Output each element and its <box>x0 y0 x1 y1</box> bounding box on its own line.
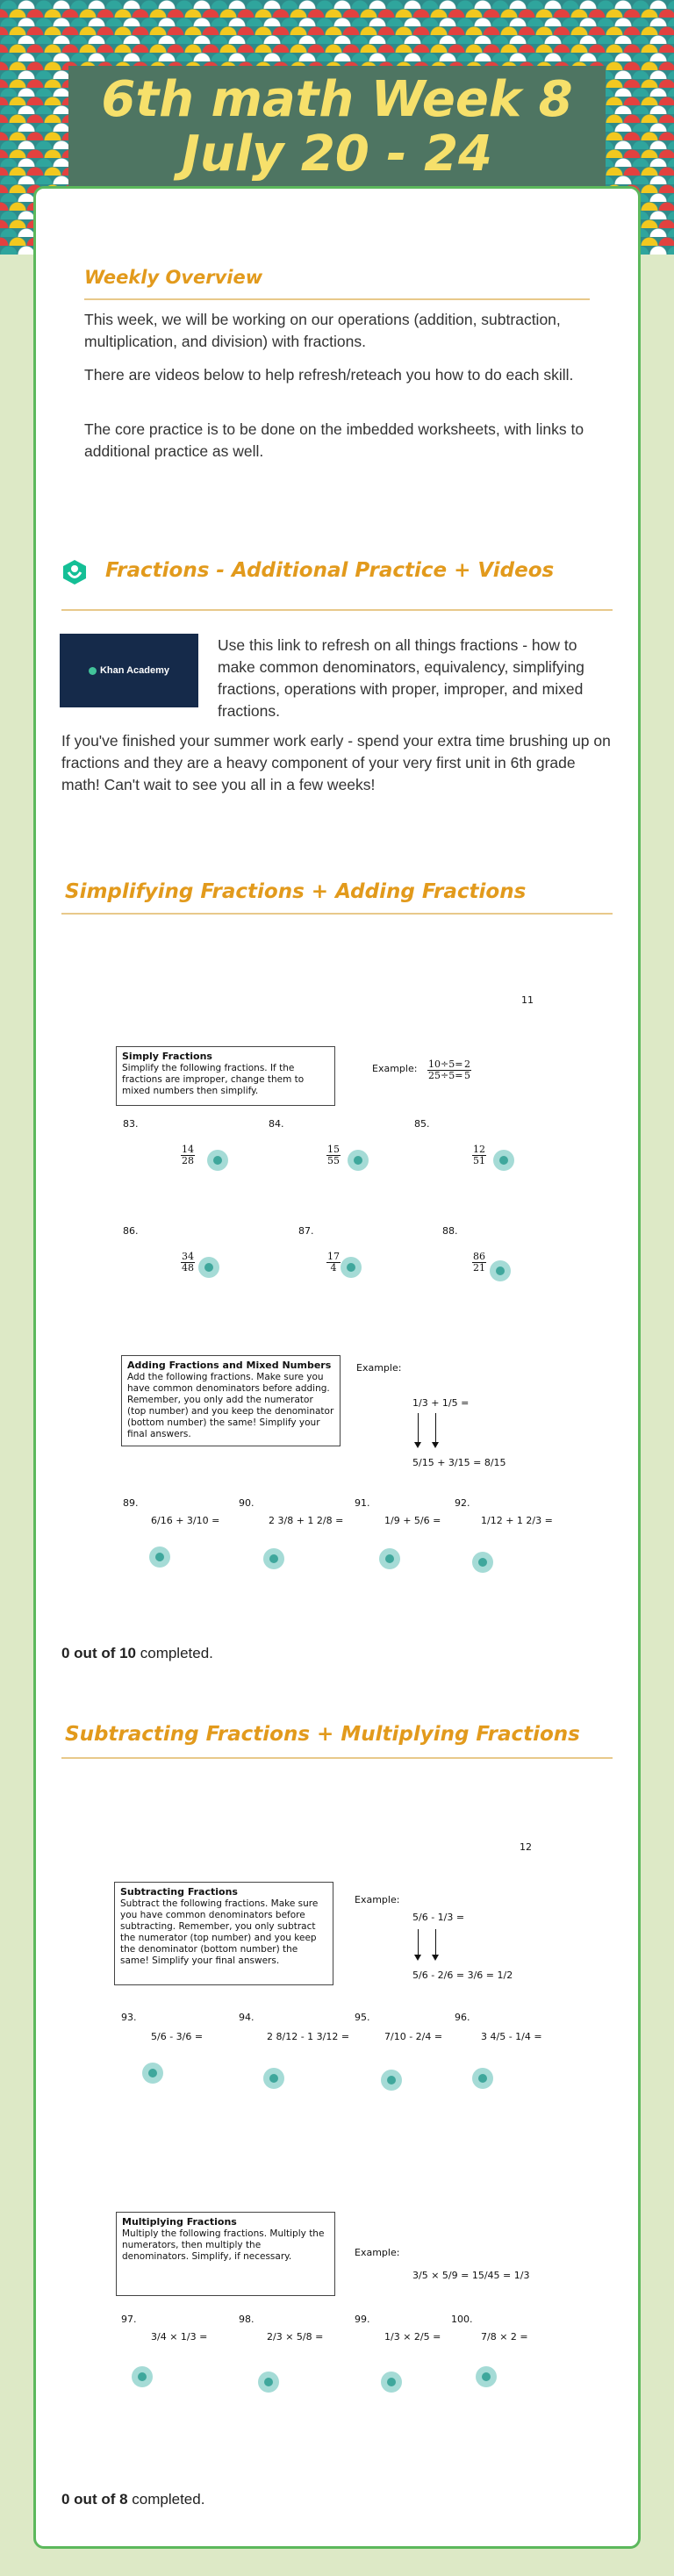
problem-fraction: $\frac{14}{28}$ <box>182 1144 194 1166</box>
answer-input[interactable] <box>142 2063 163 2084</box>
problem-number: 87. <box>298 1225 314 1237</box>
subtract-example-problem: 5/6 - 1/3 = <box>412 1912 465 1923</box>
problem-expression: 2/3 × 5/8 = <box>267 2331 324 2343</box>
title-line-2: July 20 - 24 <box>182 126 492 183</box>
arrow-icon <box>435 1929 436 1959</box>
subtract-title: Subtracting Fractions <box>120 1886 238 1898</box>
problem-expression: 1/9 + 5/6 = <box>384 1515 441 1526</box>
problem-expression: 6/16 + 3/10 = <box>151 1515 220 1526</box>
simplify-instructions <box>116 1046 335 1106</box>
problem-expression: 2 8/12 - 1 3/12 = <box>267 2031 350 2042</box>
simplify-example-label: Example: <box>372 1063 418 1074</box>
problem-fraction: $\frac{86}{21}$ <box>473 1251 485 1274</box>
adding-example-problem: 1/3 + 1/5 = <box>412 1397 470 1409</box>
subtract-example-solution: 5/6 - 2/6 = 3/6 = 1/2 <box>412 1970 513 1981</box>
multiply-title: Multiplying Fractions <box>122 2216 237 2228</box>
problem-number: 83. <box>123 1118 139 1130</box>
answer-input[interactable] <box>263 1548 284 1569</box>
problem-number: 94. <box>239 2012 255 2023</box>
khan-academy-link[interactable] <box>60 634 198 707</box>
problem-expression: 5/6 - 3/6 = <box>151 2031 204 2042</box>
problem-number: 98. <box>239 2314 255 2325</box>
khan-note: If you've finished your summer work early - spend your extra time brushing up on fractions and they are a heavy component of your very first unit in 6th grade math! Can't wait to see you all in a few weeks! <box>61 732 611 793</box>
simplify-title: Simply Fractions <box>122 1051 212 1062</box>
problem-number: 90. <box>239 1497 255 1509</box>
subtract-instructions <box>114 1882 333 1985</box>
problem-number: 84. <box>269 1118 284 1130</box>
problem-number: 100. <box>451 2314 473 2325</box>
problem-number: 96. <box>455 2012 470 2023</box>
arrow-icon <box>418 1929 419 1959</box>
answer-input[interactable] <box>132 2366 153 2387</box>
answer-input[interactable] <box>198 1257 219 1278</box>
worksheet-2-progress: 0 out of 8 completed. <box>61 2491 205 2508</box>
answer-input[interactable] <box>341 1257 362 1278</box>
problem-number: 92. <box>455 1497 470 1509</box>
answer-input[interactable] <box>472 2068 493 2089</box>
worksheet-1-progress: 0 out of 10 completed. <box>61 1645 213 1661</box>
arrow-icon <box>418 1413 419 1446</box>
problem-number: 86. <box>123 1225 139 1237</box>
answer-input[interactable] <box>381 2371 402 2393</box>
answer-input[interactable] <box>490 1260 511 1281</box>
answer-input[interactable] <box>472 1552 493 1573</box>
problem-expression: 1/12 + 1 2/3 = <box>481 1515 553 1526</box>
subtract-example-label: Example: <box>355 1894 400 1905</box>
overview-paragraph-2: There are videos below to help refresh/reteach you how to do each skill. <box>84 366 574 384</box>
worksheet-1-heading: Simplifying Fractions + Adding Fractions <box>65 880 527 903</box>
answer-input[interactable] <box>381 2070 402 2091</box>
overview-divider <box>84 298 590 300</box>
adding-example-solution: 5/15 + 3/15 = 8/15 <box>412 1457 506 1468</box>
problem-number: 89. <box>123 1497 139 1509</box>
adding-instructions <box>121 1355 341 1446</box>
arrow-icon <box>435 1413 436 1446</box>
multiply-instructions <box>116 2212 335 2296</box>
problem-fraction: $\frac{15}{55}$ <box>327 1144 340 1166</box>
problem-number: 91. <box>355 1497 370 1509</box>
problem-expression: 7/10 - 2/4 = <box>384 2031 443 2042</box>
overview-heading: Weekly Overview <box>84 267 263 288</box>
worksheet-2-divider <box>61 1757 613 1759</box>
multiply-text: Multiply the following fractions. Multiply the numerators, then multiply the denominators. Simplify, if necessary. <box>122 2228 325 2262</box>
worksheet-2-page-number: 12 <box>520 1841 532 1853</box>
khan-logo-text: Khan Academy <box>99 665 170 676</box>
multiply-example: 3/5 × 5/9 = 15/45 = 1/3 <box>412 2270 530 2281</box>
answer-input[interactable] <box>207 1150 228 1171</box>
answer-input[interactable] <box>263 2068 284 2089</box>
problem-number: 95. <box>355 2012 370 2023</box>
problem-expression: 7/8 × 2 = <box>481 2331 528 2343</box>
overview-paragraph-3: The core practice is to be done on the imbedded worksheets, with links to additional practice as well. <box>84 420 584 460</box>
worksheet-2-heading: Subtracting Fractions + Multiplying Fractions <box>65 1723 580 1746</box>
simplify-example-result: $\frac{2}{5}$ <box>464 1058 470 1081</box>
problem-expression: 3 4/5 - 1/4 = <box>481 2031 542 2042</box>
simplify-example-fraction: $\frac{10\div 5=}{25\div 5=}$ <box>428 1058 463 1081</box>
adding-title: Adding Fractions and Mixed Numbers <box>127 1360 332 1371</box>
subtract-text: Subtract the following fractions. Make sure you have common denominators before subtracting. Remember, you only subtract the numerator (top number) and you keep the denominator (bottom number) the same! Simplify your final answers. <box>120 1898 319 1966</box>
problem-fraction: $\frac{34}{48}$ <box>182 1251 194 1274</box>
problem-number: 88. <box>442 1225 458 1237</box>
worksheet-1-divider <box>61 913 613 915</box>
answer-input[interactable] <box>348 1150 369 1171</box>
problem-fraction: $\frac{17}{4}$ <box>327 1251 340 1274</box>
overview-paragraph-1: This week, we will be working on our operations (addition, subtraction, multiplication, and division) with fractions. <box>84 311 561 350</box>
multiply-example-label: Example: <box>355 2247 400 2258</box>
answer-input[interactable] <box>379 1548 400 1569</box>
worksheet-1-page-number: 11 <box>521 994 534 1006</box>
khan-heading: Fractions - Additional Practice + Videos <box>105 559 555 582</box>
answer-input[interactable] <box>476 2366 497 2387</box>
problem-expression: 1/3 × 2/5 = <box>384 2331 441 2343</box>
answer-input[interactable] <box>493 1150 514 1171</box>
problem-expression: 3/4 × 1/3 = <box>151 2331 208 2343</box>
problem-number: 97. <box>121 2314 137 2325</box>
problem-number: 93. <box>121 2012 137 2023</box>
problem-number: 99. <box>355 2314 370 2325</box>
simplify-text: Simplify the following fractions. If the fractions are improper, change them to mixed numbers then simplify. <box>122 1063 305 1096</box>
worksheet-2 <box>61 1764 614 2449</box>
khan-divider <box>61 609 613 611</box>
problem-fraction: $\frac{12}{51}$ <box>473 1144 485 1166</box>
adding-example-label: Example: <box>356 1362 402 1374</box>
page-title <box>68 66 606 189</box>
answer-input[interactable] <box>149 1546 170 1568</box>
answer-input[interactable] <box>258 2371 279 2393</box>
problem-expression: 2 3/8 + 1 2/8 = <box>269 1515 344 1526</box>
adding-text: Add the following fractions. Make sure you have common denominators before adding. Remember, you only add the numerator (top number) and you keep the denominator (bottom number) the same! Simplify your final answers. <box>127 1372 334 1439</box>
title-line-1: 6th math Week 8 <box>101 71 573 128</box>
khan-logo-icon <box>89 667 97 675</box>
khan-academy-icon <box>61 559 88 585</box>
problem-number: 85. <box>414 1118 430 1130</box>
khan-description: Use this link to refresh on all things fractions - how to make common denominators, equivalency, simplifying fractions, operations with proper, improper, and mixed fractions. <box>218 636 584 720</box>
